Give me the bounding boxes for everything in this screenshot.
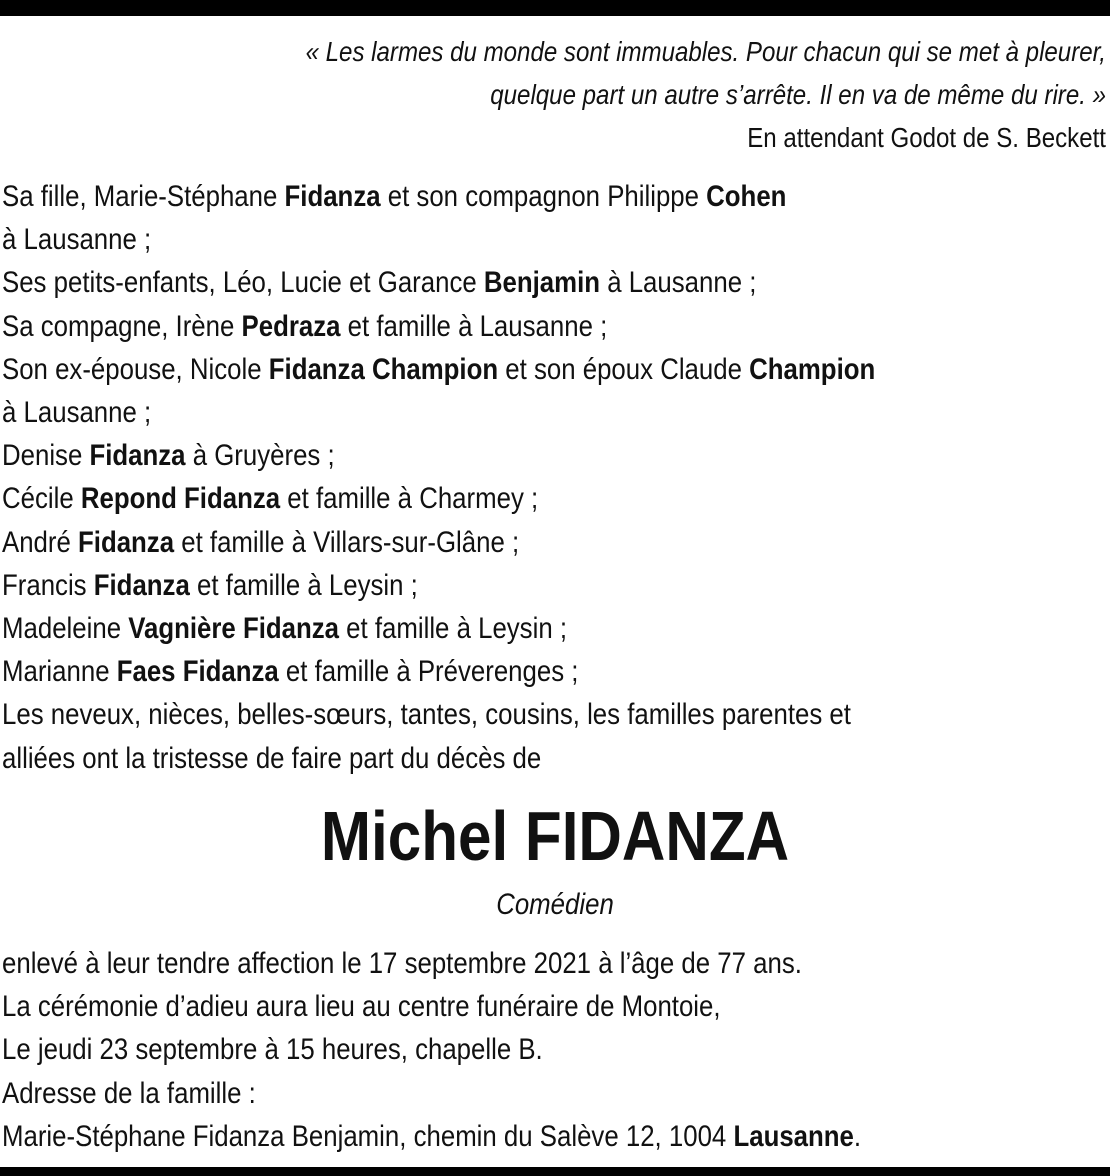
- text-run: Marie-Stéphane Fidanza Benjamin, chemin du Salève 12, 1004: [2, 1119, 734, 1153]
- quote-line-1: « Les larmes du monde sont immuables. Pour chacun qui se met à pleurer,: [305, 36, 1106, 67]
- family-line: [2, 175, 1068, 218]
- surname-bold: Repond Fidanza: [80, 482, 281, 516]
- text-run: Ses petits-enfants, Léo, Lucie et Garance: [2, 266, 484, 300]
- surname-bold: Fidanza: [284, 180, 381, 213]
- text-run: et son époux Claude: [498, 352, 750, 386]
- closing-line: [2, 985, 1068, 1028]
- family-announcement: [2, 175, 1068, 780]
- text-run: et famille à Villars-sur-Glâne ;: [174, 525, 520, 559]
- text-run: et famille à Leysin ;: [189, 568, 418, 602]
- text-run: Les neveux, nièces, belles-sœurs, tantes, cousins, les familles parentes et: [2, 698, 851, 732]
- city-bold: Lausanne: [733, 1119, 854, 1153]
- text-run: Le jeudi 23 septembre à 15 heures, chapelle B.: [2, 1033, 543, 1067]
- text-run: à Lausanne ;: [2, 223, 152, 257]
- closing-line: [2, 1072, 1068, 1115]
- surname-bold: Fidanza: [78, 525, 175, 559]
- surname-bold: Pedraza: [241, 309, 341, 343]
- text-run: Marianne: [2, 655, 117, 689]
- family-line: [2, 391, 1068, 434]
- surname-bold: Faes Fidanza: [116, 655, 279, 689]
- family-line: [2, 650, 1068, 693]
- deceased-name: Michel FIDANZA: [320, 797, 790, 875]
- bottom-border-rule: [0, 1167, 1110, 1176]
- text-run: Denise: [2, 439, 90, 473]
- text-run: Son ex-épouse, Nicole: [2, 352, 269, 386]
- family-line: [2, 348, 1068, 391]
- surname-bold: Fidanza Champion: [268, 352, 499, 386]
- text-run: et famille à Charmey ;: [280, 482, 539, 516]
- text-run: La cérémonie d’adieu aura lieu au centre funéraire de Montoie,: [2, 990, 721, 1024]
- text-run: et famille à Préverenges ;: [278, 655, 579, 689]
- top-border-rule: [0, 0, 1110, 16]
- text-run: enlevé à leur tendre affection le 17 septembre 2021 à l’âge de 77 ans.: [2, 947, 802, 980]
- surname-bold: Champion: [749, 352, 876, 386]
- epigraph-quote: [160, 30, 1106, 159]
- surname-bold: Fidanza: [89, 439, 186, 473]
- surname-bold: Benjamin: [483, 266, 601, 300]
- family-line: [2, 261, 1068, 304]
- family-line: [2, 218, 1068, 261]
- deceased-occupation: Comédien: [496, 888, 614, 921]
- family-line: [2, 693, 1068, 736]
- text-run: et famille à Leysin ;: [338, 612, 568, 646]
- text-run: Sa fille, Marie-Stéphane: [2, 180, 285, 213]
- family-line: [2, 477, 1068, 520]
- text-run: Madeleine: [2, 612, 129, 646]
- text-run: à Gruyères ;: [185, 439, 335, 473]
- ceremony-details: [2, 942, 1068, 1158]
- text-run: à Lausanne ;: [2, 396, 152, 430]
- family-line: [2, 521, 1068, 564]
- closing-line: [2, 1115, 1068, 1158]
- family-line: [2, 305, 1068, 348]
- text-run: Adresse de la famille :: [2, 1076, 256, 1110]
- text-run: Sa compagne, Irène: [2, 309, 242, 343]
- family-line: [2, 564, 1068, 607]
- text-run: Cécile: [2, 482, 81, 516]
- family-line: [2, 737, 1068, 780]
- text-run: André: [2, 525, 79, 559]
- text-run: Francis: [2, 568, 94, 602]
- closing-line: [2, 1028, 1068, 1071]
- text-run: .: [853, 1119, 862, 1153]
- quote-line-2: quelque part un autre s’arrête. Il en va de même du rire. »: [490, 79, 1107, 110]
- closing-line: [2, 942, 1068, 985]
- text-run: à Lausanne ;: [600, 266, 757, 300]
- text-run: et famille à Lausanne ;: [340, 309, 608, 343]
- quote-attribution: En attendant Godot de S. Beckett: [747, 122, 1106, 153]
- surname-bold: Fidanza: [93, 568, 190, 602]
- surname-bold: Cohen: [706, 180, 787, 213]
- text-run: alliées ont la tristesse de faire part du décès de: [2, 741, 542, 775]
- surname-bold: Vagnière Fidanza: [128, 612, 339, 646]
- text-run: et son compagnon Philippe: [380, 180, 707, 213]
- family-line: [2, 434, 1068, 477]
- family-line: [2, 607, 1068, 650]
